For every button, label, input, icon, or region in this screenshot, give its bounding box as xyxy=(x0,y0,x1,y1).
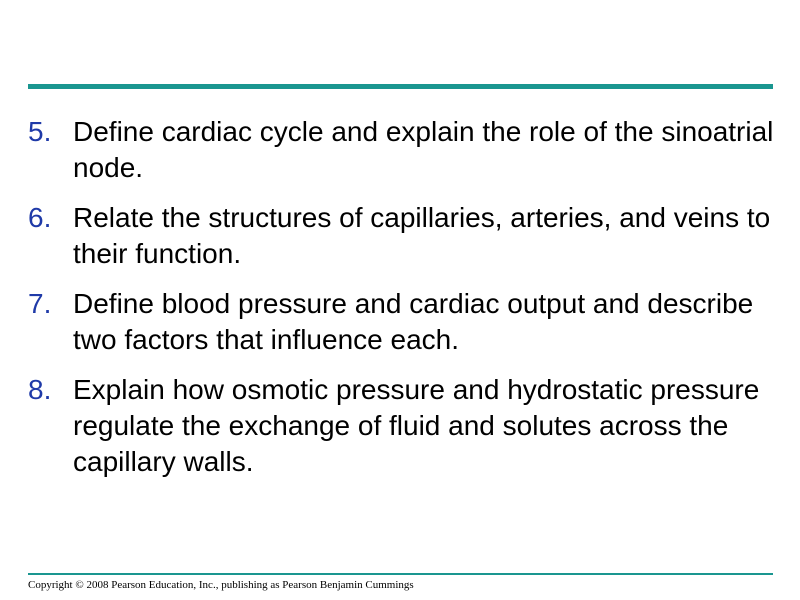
list-item xyxy=(28,372,778,480)
item-text: Explain how osmotic pressure and hydrostatic pressure regulate the exchange of fluid and solutes across the capillary walls. xyxy=(73,374,760,477)
item-number: 6. xyxy=(28,202,52,233)
item-text: Define blood pressure and cardiac output and describe two factors that influence each. xyxy=(73,288,754,355)
item-text: Define cardiac cycle and explain the role of the sinoatrial node. xyxy=(73,116,774,183)
item-number: 7. xyxy=(28,288,52,319)
top-divider xyxy=(28,84,773,89)
copyright-notice: Copyright © 2008 Pearson Education, Inc., publishing as Pearson Benjamin Cummings xyxy=(28,579,414,591)
item-number: 5. xyxy=(28,116,52,147)
item-text: Relate the structures of capillaries, arteries, and veins to their function. xyxy=(73,202,771,269)
item-number: 8. xyxy=(28,374,52,405)
list-item xyxy=(28,200,778,272)
list-item xyxy=(28,286,778,358)
bottom-divider xyxy=(28,573,773,575)
list-item xyxy=(28,114,778,186)
objectives-list xyxy=(28,114,778,494)
